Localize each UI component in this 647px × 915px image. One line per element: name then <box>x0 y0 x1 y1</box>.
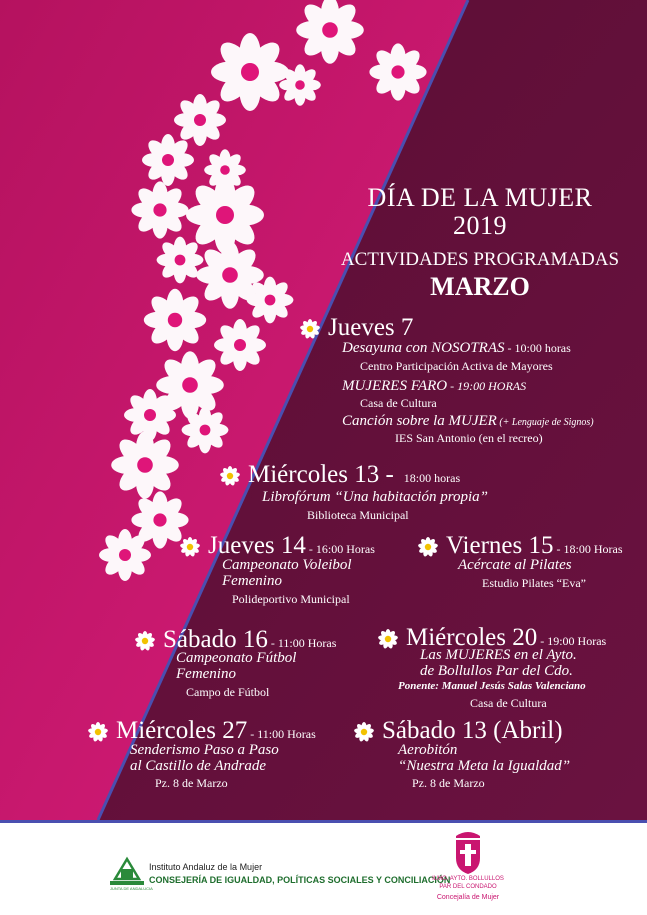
event-title-ayto-2: de Bollullos Par del Cdo. <box>420 663 573 679</box>
event-title-senderismo-2: al Castillo de Andrade <box>130 758 266 774</box>
month-heading: MARZO <box>430 272 530 301</box>
concejalia-label: Concejalía de Mujer <box>436 894 500 901</box>
title-line1: DÍA DE LA MUJER <box>367 183 593 212</box>
event-title-aerobiton-2: “Nuestra Meta la Igualdad” <box>398 758 571 774</box>
event-title-pilates: Acércate al Pilates <box>458 557 572 573</box>
event-day-jueves-14: Jueves 14 - 16:00 Horas <box>180 533 375 558</box>
junta-label: JUNTA DE ANDALUCIA <box>110 886 153 891</box>
event-item-mujeres-faro: MUJERES FARO - 19:00 HORAS <box>342 378 527 394</box>
event-title-futbol-2: Femenino <box>176 666 236 682</box>
ayto-line1: ILMO. AYTO. BOLLULLOS <box>432 876 504 882</box>
footer <box>0 820 647 915</box>
event-day-viernes-15: Viernes 15 - 18:00 Horas <box>418 533 623 558</box>
event-title-voleibol-2: Femenino <box>222 573 282 589</box>
event-place-biblioteca: Biblioteca Municipal <box>307 508 409 522</box>
event-day-sabado-13-abril: Sábado 13 (Abril) <box>354 718 563 743</box>
daisy-icon <box>180 537 200 557</box>
event-place-plaza-1: Pz. 8 de Marzo <box>155 776 228 790</box>
event-place-polideportivo: Polideportivo Municipal <box>232 592 350 606</box>
event-title-senderismo-1: Senderismo Paso a Paso <box>130 742 279 758</box>
event-day-sabado-16: Sábado 16 - 11:00 Horas <box>135 627 336 652</box>
event-title-voleibol-1: Campeonato Voleibol <box>222 557 352 573</box>
event-day-miercoles-27: Miércoles 27 - 11:00 Horas <box>88 718 316 743</box>
event-place-plaza-2: Pz. 8 de Marzo <box>412 776 485 790</box>
event-item-desayuna: Desayuna con NOSOTRAS - 10:00 horas <box>342 340 571 356</box>
ayuntamiento-logo <box>428 828 508 908</box>
junta-andalucia-logo <box>110 855 153 893</box>
event-place-mujeres-faro: Casa de Cultura <box>360 396 437 410</box>
title-line2: 2019 <box>453 211 507 240</box>
daisy-icon <box>378 629 398 649</box>
junta-emblem-icon <box>110 855 144 885</box>
event-day-miercoles-20: Miércoles 20 - 19:00 Horas <box>378 625 606 650</box>
event-title-aerobiton-1: Aerobitón <box>398 742 458 758</box>
event-place-pilates: Estudio Pilates “Eva” <box>482 576 586 590</box>
event-title-futbol-1: Campeonato Fútbol <box>176 650 297 666</box>
institute-name: Instituto Andaluz de la Mujer <box>149 862 263 872</box>
event-place-casa-cultura: Casa de Cultura <box>470 696 547 710</box>
daisy-icon <box>354 722 374 742</box>
subtitle: ACTIVIDADES PROGRAMADAS <box>340 249 620 270</box>
daisy-icon <box>88 722 108 742</box>
event-place-desayuna: Centro Participación Activa de Mayores <box>360 359 553 373</box>
event-day-jueves-7: Jueves 7 <box>300 315 413 340</box>
event-speaker: Ponente: Manuel Jesús Salas Valenciano <box>398 680 586 692</box>
event-place-cancion: IES San Antonio (en el recreo) <box>395 431 543 445</box>
daisy-icon <box>135 631 155 651</box>
daisy-icon <box>418 537 438 557</box>
daisy-icon <box>220 466 240 486</box>
event-item-cancion: Canción sobre la MUJER (+ Lenguaje de Signos) <box>342 413 594 429</box>
event-title-ayto-1: Las MUJERES en el Ayto. <box>420 647 577 663</box>
event-title-libroforum: Librofórum “Una habitación propia” <box>262 489 489 505</box>
daisy-icon <box>300 319 320 339</box>
footer-divider <box>0 820 647 823</box>
coat-of-arms-icon <box>428 828 508 876</box>
consejeria-name: CONSEJERÍA DE IGUALDAD, POLÍTICAS SOCIALES Y CONCILIACIÓN <box>149 875 451 885</box>
ayto-line2: PAR DEL CONDADO <box>439 884 497 890</box>
event-place-campo-futbol: Campo de Fútbol <box>186 685 270 699</box>
event-day-miercoles-13: Miércoles 13 - 18:00 horas <box>220 462 460 487</box>
